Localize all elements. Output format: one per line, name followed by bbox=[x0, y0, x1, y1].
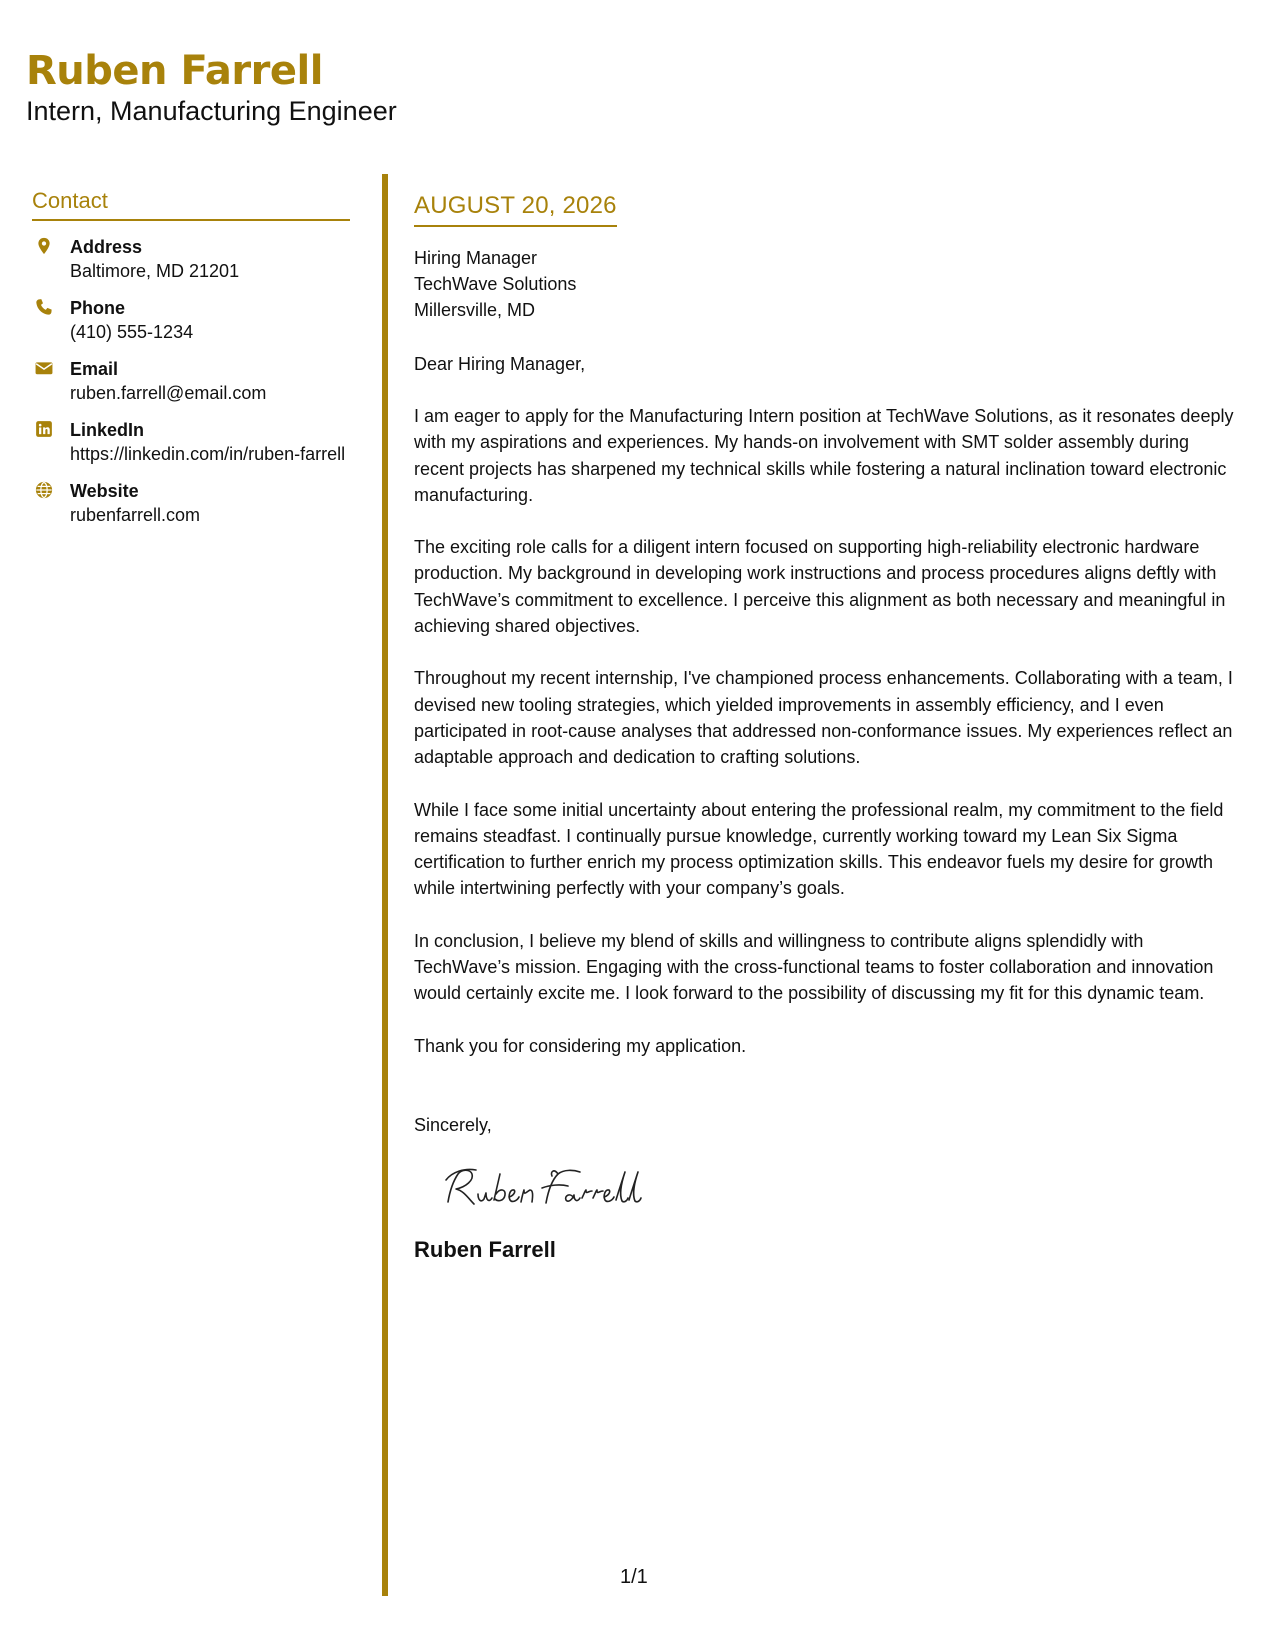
letter-header bbox=[26, 48, 397, 127]
contact-item-website bbox=[32, 479, 350, 528]
body-paragraph: Throughout my recent internship, I've championed process enhancements. Collaborating with a team, I devised new tooling strategies, which yielded improvements in assembly efficiency, and I even participated in root-cause analyses that addressed non-conformance issues. My experiences reflect an adaptable approach and dedication to crafting solutions. bbox=[414, 668, 1233, 768]
applicant-name: Ruben Farrell bbox=[26, 48, 323, 94]
contact-value-email: ruben.farrell@email.com bbox=[70, 383, 267, 403]
contact-heading: Contact bbox=[32, 188, 350, 221]
globe-icon bbox=[35, 481, 53, 499]
body-paragraph: I am eager to apply for the Manufacturing Intern position at TechWave Solutions, as it resonates deeply with my aspirations and experiences. My hands-on involvement with SMT solder assembly during recent projects has sharpened my technical skills while fostering a natural inclination toward electronic manufacturing. bbox=[414, 406, 1234, 505]
recipient-block bbox=[414, 245, 1244, 323]
contact-value-linkedin[interactable]: https://linkedin.com/in/ruben-farrell bbox=[70, 444, 346, 464]
page-number: 1/1 bbox=[620, 1566, 648, 1588]
contact-value-phone: (410) 555-1234 bbox=[70, 322, 194, 342]
body-paragraph: The exciting role calls for a diligent intern focused on supporting high-reliability electronic hardware production. My background in developing work instructions and process procedures aligns deftly with TechWave’s commitment to excellence. I perceive this alignment as both necessary and meaningful in achieving shared objectives. bbox=[414, 537, 1226, 637]
contact-item-email bbox=[32, 357, 350, 406]
closing-line: Thank you for considering my application. bbox=[414, 1035, 747, 1056]
contact-item-address bbox=[32, 235, 350, 284]
location-pin-icon bbox=[35, 237, 53, 255]
envelope-icon bbox=[35, 359, 53, 377]
contact-item-linkedin bbox=[32, 418, 350, 467]
phone-icon bbox=[35, 298, 53, 316]
contact-sidebar bbox=[32, 188, 350, 528]
contact-value-website[interactable]: rubenfarrell.com bbox=[70, 505, 201, 525]
recipient-line: Hiring Manager bbox=[414, 248, 538, 268]
contact-value-address: Baltimore, MD 21201 bbox=[70, 261, 240, 281]
salutation: Dear Hiring Manager, bbox=[414, 354, 586, 374]
sign-off: Sincerely, bbox=[414, 1114, 492, 1135]
recipient-location: Millersville, MD bbox=[414, 300, 535, 320]
contact-label-address: Address bbox=[70, 237, 143, 257]
letter-body bbox=[414, 192, 1244, 1264]
handwritten-signature bbox=[438, 1160, 678, 1224]
vertical-divider bbox=[382, 174, 388, 1596]
contact-label-email: Email bbox=[70, 359, 119, 379]
contact-list bbox=[32, 235, 350, 528]
body-paragraph: In conclusion, I believe my blend of skills and willingness to contribute aligns splendidly with TechWave’s mission. Engaging with the cross-functional teams to foster collaboration and innovation would certainly excite me. I look forward to the possibility of discussing my fit for this dynamic team. bbox=[414, 930, 1214, 1004]
contact-item-phone bbox=[32, 296, 350, 345]
letter-date: AUGUST 20, 2026 bbox=[414, 192, 617, 227]
linkedin-icon bbox=[35, 420, 53, 438]
body-paragraph: While I face some initial uncertainty about entering the professional realm, my commitment to the field remains steadfast. I continually pursue knowledge, currently working toward my Lean Six Sigma certification to further enrich my process optimization skills. This endeavor fuels my desire for growth while intertwining perfectly with your company’s goals. bbox=[414, 799, 1224, 899]
applicant-title: Intern, Manufacturing Engineer bbox=[26, 96, 397, 126]
contact-label-website: Website bbox=[70, 481, 139, 501]
contact-label-phone: Phone bbox=[70, 298, 126, 318]
recipient-company: TechWave Solutions bbox=[414, 274, 577, 294]
contact-label-linkedin: LinkedIn bbox=[70, 420, 145, 440]
signer-name: Ruben Farrell bbox=[414, 1236, 556, 1262]
